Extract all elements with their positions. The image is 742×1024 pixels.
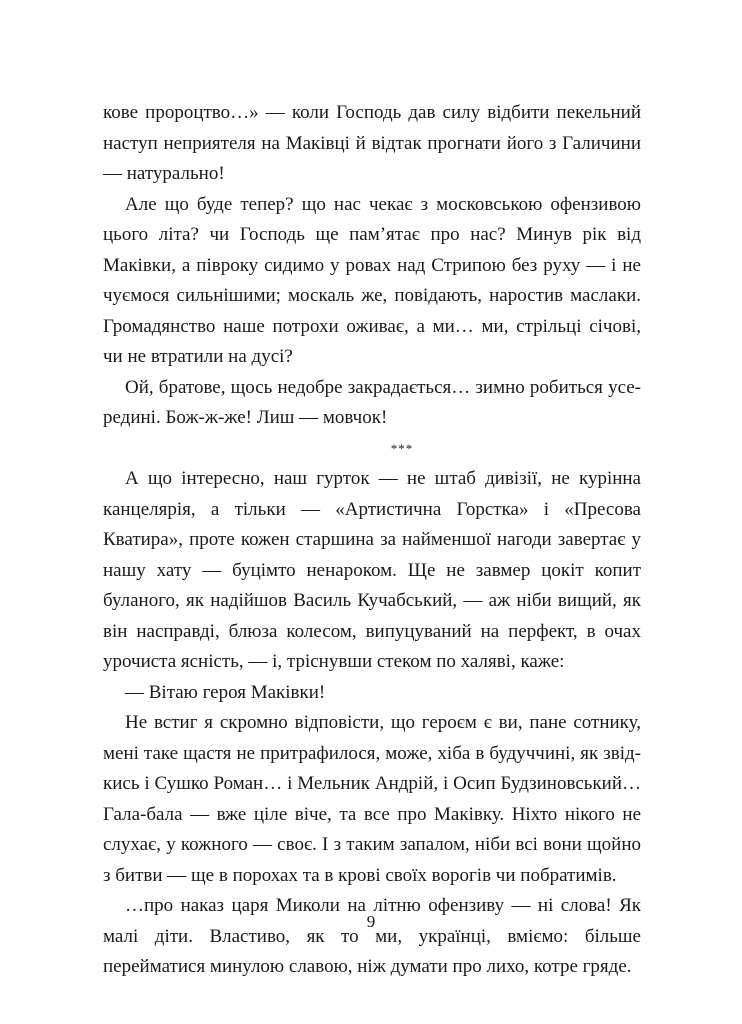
paragraph-4: А що інтересно, наш гурток — не штаб дивізії, не курінна канцелярія, а тільки — «Артистична Горстка» і «Пресова Кватира», проте кожен старшина за найменшої нагоди завертає у нашу хату — буцімто ненароком. Ще не завмер цокіт копит буланого, як надійшов Василь Кучабський, — аж ніби вищий, як він насправді, блюза колесом, випуцуваний на перфект, в очах урочиста ясність, — і, тріснувши стеком по халяві, каже: bbox=[103, 468, 641, 672]
page-number: 9 bbox=[366, 912, 376, 931]
page-body bbox=[103, 98, 641, 983]
paragraph-5-dialogue: — Вітаю героя Маківки! bbox=[125, 681, 326, 703]
paragraph-3: Ой, братове, щось недобре закрадається… зимно робиться усередині. Бож-ж-же! Лиш — мовчок! bbox=[103, 376, 641, 428]
paragraph-7: …про наказ царя Миколи на літню офензиву — ні слова! Як малі діти. Властиво, як то ми, українці, вміємо: більше перейматися минулою славою, ніж думати про лихо, котре гряде. bbox=[103, 895, 641, 977]
paragraph-2: Але що буде тепер? що нас чекає з московською офензивою цього літа? чи Господь ще пам’ятає про нас? Минув рік від Маківки, а півроку сидимо у ровах над Стрипою без руху — і не чуємося сильнішими; москаль же, повідають, наростив маслаки. Громадянство наше потрохи оживає, а ми… ми, стрільці січові, чи не втратили на дусі? bbox=[103, 193, 641, 367]
section-divider: *** bbox=[390, 440, 414, 456]
paragraph-6: Не встиг я скромно відповісти, що героєм є ви, пане сотнику, мені таке щастя не притрафилося, може, хіба в будуччині, як звідкись і Сушко Роман… і Мельник Андрій, і Осип Будзиновський… Гала-бала — вже ціле віче, та все про Маківку. Ніхто нікого не слухає, у кожного — своє. І з таким запалом, ніби всі вони щойно з битви — ще в порохах та в крові своїх ворогів чи побратимів. bbox=[103, 712, 641, 886]
paragraph-1: кове пророцтво…» — коли Господь дав силу відбити пекельний наступ неприятеля на Маківці й відтак прогнати його з Галичини — натурально! bbox=[103, 102, 641, 184]
